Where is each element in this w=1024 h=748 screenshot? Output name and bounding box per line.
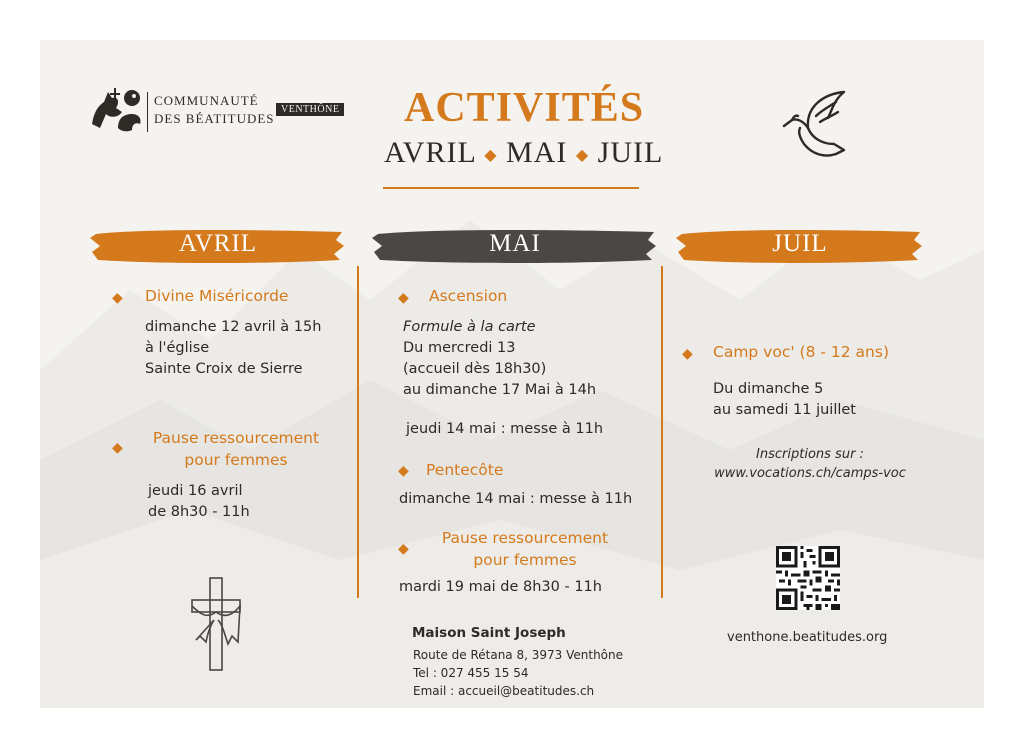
logo-line2: DES BÉATITUDES — [154, 111, 275, 126]
detail-line: dimanche 12 avril à 15h — [145, 319, 322, 335]
contact-name: Maison Saint Joseph — [412, 625, 566, 641]
detail-line: Sainte Croix de Sierre — [145, 361, 303, 377]
mai-event3-title — [420, 527, 630, 571]
mai-event1-extra: jeudi 14 mai : messe à 11h — [406, 421, 604, 437]
avril-event2-title — [136, 427, 336, 471]
contact-address: Route de Rétana 8, 3973 Venthône — [413, 648, 623, 662]
detail-line: à l'église — [145, 340, 210, 356]
bullet-diamond-icon: ◆ — [682, 346, 693, 362]
detail-line: Du dimanche 5 — [713, 381, 824, 397]
website-link[interactable]: venthone.beatitudes.org — [727, 630, 888, 645]
bullet-diamond-icon: ◆ — [112, 440, 123, 456]
column-divider — [661, 266, 663, 598]
column-divider — [357, 266, 359, 598]
page-title: ACTIVITÉS — [404, 85, 645, 131]
detail-line: jeudi 16 avril — [148, 483, 243, 499]
flyer — [40, 40, 984, 708]
bullet-diamond-icon: ◆ — [398, 463, 409, 479]
inscriptions — [680, 445, 940, 483]
subtitle-month: MAI — [506, 136, 568, 169]
mai-event3-details: mardi 19 mai de 8h30 - 11h — [399, 579, 602, 595]
subtitle-month: AVRIL — [384, 136, 476, 169]
contact-email[interactable]: Email : accueil@beatitudes.ch — [413, 684, 595, 698]
community-logo-icon — [88, 84, 144, 136]
bullet-diamond-icon: ◆ — [112, 290, 123, 306]
mai-event1-title: Ascension — [429, 287, 508, 305]
page-subtitle — [384, 136, 664, 170]
detail-line: au dimanche 17 Mai à 14h — [403, 382, 597, 398]
logo-divider — [147, 92, 148, 132]
title-line: pour femmes — [473, 551, 577, 569]
bullet-diamond-icon: ◆ — [575, 147, 590, 165]
month-title-avril: AVRIL — [178, 230, 258, 257]
logo-tag: VENTHÔNE — [276, 103, 344, 116]
mai-event1-details — [403, 317, 596, 401]
logo-line1: COMMUNAUTÉ — [154, 93, 259, 108]
mai-event2-title: Pentecôte — [426, 461, 504, 479]
detail-line-italic: Formule à la carte — [403, 319, 536, 335]
contact-details — [413, 646, 623, 700]
detail-line: (accueil dès 18h30) — [403, 361, 547, 377]
mai-event2-details: dimanche 14 mai : messe à 11h — [399, 491, 633, 507]
dove-icon — [778, 88, 850, 164]
cross-icon — [188, 576, 244, 672]
inscriptions-label: Inscriptions sur : — [756, 447, 864, 462]
subtitle-month: JUIL — [597, 136, 664, 169]
detail-line: Du mercredi 13 — [403, 340, 516, 356]
title-line: pour femmes — [184, 451, 288, 469]
bullet-diamond-icon: ◆ — [484, 147, 498, 165]
month-title-mai: MAI — [489, 230, 541, 257]
title-line: Pause ressourcement — [441, 529, 609, 547]
title-underline — [383, 187, 639, 189]
detail-line: de 8h30 - 11h — [148, 504, 250, 520]
contact-tel[interactable]: Tel : 027 455 15 54 — [413, 666, 529, 680]
title-line: Pause ressourcement — [152, 429, 320, 447]
bullet-diamond-icon: ◆ — [398, 290, 409, 306]
avril-event1-title: Divine Miséricorde — [145, 287, 289, 305]
juil-event1-title: Camp voc' (8 - 12 ans) — [713, 343, 890, 361]
detail-line: au samedi 11 juillet — [713, 402, 856, 418]
month-title-juil: JUIL — [772, 230, 828, 257]
juil-event1-details — [713, 379, 856, 421]
avril-event1-details — [145, 317, 321, 380]
bullet-diamond-icon: ◆ — [398, 541, 409, 557]
inscriptions-url[interactable]: www.vocations.ch/camps-voc — [714, 466, 906, 481]
avril-event2-details — [148, 481, 250, 523]
qr-code-icon[interactable] — [776, 546, 840, 610]
